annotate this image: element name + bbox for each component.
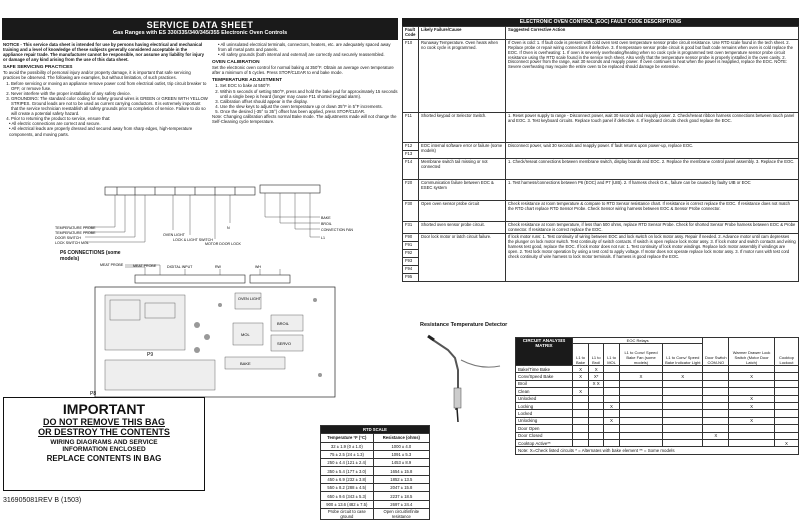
matrix-cell [619,402,662,409]
label-bake: BAKE [321,216,331,220]
label-convection: CONVECTION FAN [321,228,353,232]
matrix-cell [774,373,798,380]
box-broil: BROIL [277,321,290,326]
matrix-cell [774,388,798,395]
list-item: • All uninsulated electrical terminals, connectors, heaters, etc. are adequately spaced away from all metal parts and panels. [218,42,391,53]
table-row [516,425,799,432]
table-row [516,395,799,402]
rtd-heading: Resistance Temperature Detector [420,322,508,328]
matrix-cell: X [619,373,662,380]
table-row: F12 EOC internal software error or failure (some models) Disconnect power, wait 30 seconds and reapply power. If fault returns upon power-up, replace EOC. [403,142,799,150]
matrix-cell [604,366,620,373]
matrix-cell: X [589,366,604,373]
matrix-cell [703,388,729,395]
matrix-cell [573,417,589,424]
p6-connections-heading: P6 CONNECTIONS (some models) [60,250,121,262]
matrix-cell [729,425,775,432]
box-mol: MOL [241,332,250,337]
part-number: 316905081REV B (1503) [3,497,82,504]
matrix-cell [619,432,662,439]
matrix-col-7: Warmer Drawer Lock Switch (Motor Door Latch) [729,338,775,366]
label-meat-probe-2: MEAT PROBE [133,264,157,268]
matrix-cell: X [573,388,589,395]
matrix-cell [663,402,703,409]
matrix-cell [774,380,798,387]
page-title: SERVICE DATA SHEET [146,20,254,30]
matrix-cell [729,366,775,373]
fault-table-title: ELECTRONIC OVEN CONTROL (EOC) FAULT CODE DESCRIPTIONS [402,18,799,26]
top-connector [105,185,320,195]
title-banner [2,18,398,40]
safe-heading: SAFE SERVICING PRACTICES [3,65,73,71]
table-row: 900 ± 13.6 (482 ± 7.5) 2697 ± 24.4 [321,500,430,508]
label-oven-light: OVEN LIGHT [163,233,185,237]
matrix-cell [589,410,604,417]
matrix-cell [703,373,729,380]
matrix-cell [573,402,589,409]
matrix-col-5: L1 to Conv/ Speed Bake Indicator Light [663,344,703,366]
list-item: 3. Calibration offset should appear in the display. [220,99,398,104]
matrix-col-8: Cooktop Lockout [774,338,798,366]
matrix-cell [729,410,775,417]
important-box [3,397,205,491]
matrix-row-label: Locked [516,410,573,417]
wiring-diagram [55,175,355,400]
matrix-cell [703,366,729,373]
matrix-cell [573,410,589,417]
matrix-col-2: L1 to Broil [589,344,604,366]
matrix-cell: X [604,402,620,409]
matrix-cell: X* [589,373,604,380]
table-row: F92 [403,250,799,258]
table-row: F91 [403,242,799,250]
matrix-cell: X [663,373,703,380]
matrix-body [516,366,799,447]
matrix-cell [589,395,604,402]
matrix-row-label: Locking [516,402,573,409]
matrix-cell [703,380,729,387]
table-row [516,366,799,373]
important-line-1: DO NOT REMOVE THIS BAG [42,417,165,427]
adjustment-heading: TEMPERATURE ADJUSTMENT [212,78,283,84]
table-row: F94 [403,266,799,274]
matrix-cell [604,439,620,446]
table-row: 75 ± 2.5 (24 ± 1.3) 1091 ± 5.3 [321,450,430,458]
label-wh: WH [255,265,261,269]
table-row [516,439,799,446]
matrix-cell [604,410,620,417]
matrix-cell [604,380,620,387]
table-row: F11 Shorted keypad or Selector Switch. 1. Reset power supply to range - Disconnect power, wait 30 seconds and reapply power. 2. Check/reseat ribbon harness connections between touch panel and EOC. 3. Test keyboard circuits. Replace touch panel if defective. 4. If keyboard circuits check good replace the EOC. [403,112,799,142]
label-broil: BROIL [321,222,332,226]
list-item: • All electrical leads are properly dressed and secured away from sharp edges, high-temperature components, and moving parts. [9,126,193,137]
box-oven-light: OVEN LIGHT [238,297,261,301]
matrix-cell [604,425,620,432]
list-item: 2. Within 5 seconds of setting 550°F, press and hold the bake pad for approximately 15 seconds until a single beep is heard (longer may cause F11 shorted keypad alarm). [220,89,398,99]
list-item: 4. Use the slew keys to adjust the oven temperature up or down 35°F in 5°F increments. [220,104,398,109]
matrix-cell: X [604,417,620,424]
list-item: 5. Once the desired (-35° to 35°) offset has been applied, press STOP/CLEAR. [220,109,398,114]
matrix-cell [729,380,775,387]
matrix-cell [703,395,729,402]
label-n: N [227,226,230,230]
matrix-cell [703,402,729,409]
matrix-cell: X [729,402,775,409]
matrix-cell [619,439,662,446]
label-meat-probe: MEAT PROBE [100,263,124,267]
rtd-footer-row: Probe circuit to case ground Open circuit/infinite resistance [321,508,430,519]
matrix-cell [573,395,589,402]
table-row [516,402,799,409]
label-p8: P8 [90,391,97,397]
table-row [516,373,799,380]
label-door-switch: DOOR SWITCH [55,236,81,240]
matrix-cell: X X [589,380,604,387]
matrix-cell [589,388,604,395]
page-subtitle: Gas Ranges with ES 330/335/340/345/355 Electronic Oven Controls [112,30,288,36]
fault-table [402,26,799,282]
matrix-col-3: L1 to MOL [604,344,620,366]
matrix-cell [573,380,589,387]
list-item: 1. Set EOC to bake at 550°F. [220,83,398,88]
important-line-2: OR DESTROY THE CONTENTS [38,427,170,437]
table-row [516,410,799,417]
matrix-cell [703,410,729,417]
matrix-cell [589,425,604,432]
calibration-heading: OVEN CALIBRATION [212,60,260,66]
matrix-col-6: Door Switch COM-NO [703,338,729,366]
important-line-4: INFORMATION ENCLOSED [62,446,146,453]
table-row: F10 Runaway Temperature. Oven heats when no cook cycle is programmed. If Oven is cold: 1. If fault code is present with cold oven test oven temperature sensor probe circuit resistance. Use RTD scale found in the tech sheet. 2. Replace probe or repair wiring connections if defective. 3. If temperature sensor probe circuit is good but fault code remains when oven is cold replace the EOC. If Oven is overheating: 1. If oven is severely overheating/heating when no cook cycle is programmed test oven temperature sensor probe circuit resistance using the RTD scale found in the service tech sheet. Also verify that the temperature sensor probe is properly installed in the oven cavity. 2. Disconnect power from the range, wait 30 seconds and reapply power. If oven continues to heat when the power is reapplied, replace the EOC. NOTE: Severe overheating may require the entire oven to be replaced should damage be extensive. [403,39,799,112]
matrix-col-4: L1 to Conv/ Speed Bake Fan (some models) [619,344,662,366]
fault-header-code: Fault Code [403,27,419,40]
table-row [516,432,799,439]
rtd-table [320,425,430,520]
table-row: F14 Membrane switch tail missing or not connected 1. Check/reseat connections between membrane switch, display boards and EOC. 2. Replace the membrane control panel assembly. 3. Replace the EOC. [403,158,799,179]
calibration-text: Set the electronic oven control for normal baking at 350°F. Obtain an average oven temperature after a minimum of 5 cycles. Press STOP/CLEAR to end bake mode. [212,65,394,76]
matrix-cell [663,395,703,402]
matrix-cell [663,425,703,432]
important-title: IMPORTANT [62,401,146,417]
matrix-cell [729,388,775,395]
important-line-5: REPLACE CONTENTS IN BAG [46,454,162,463]
table-row: 650 ± 9.6 (343 ± 5.3) 2237 ± 18.5 [321,492,430,500]
matrix-cell [619,410,662,417]
table-row [516,417,799,424]
matrix-row-label: Bake/Time Bake [516,366,573,373]
matrix-cell [729,439,775,446]
box-bake: BAKE [240,361,251,366]
important-line-3: WIRING DIAGRAMS AND SERVICE [50,439,158,446]
matrix-cell [774,425,798,432]
matrix-cell [774,395,798,402]
matrix-cell [703,417,729,424]
safe-bullets [3,121,208,136]
adjustment-list [212,83,398,114]
matrix-cell [774,432,798,439]
matrix-cell [604,388,620,395]
matrix-cell [619,417,662,424]
label-motor-door: MOTOR DOOR LOCK [205,242,241,246]
matrix-cell [729,432,775,439]
table-row [516,388,799,395]
table-row: F30 Open oven sensor probe circuit Check resistance at room temperature & compare to RTD Sensor resistance chart. If resistance is correct replace the EOC. If resistance does not match the RTD chart replace RTD Sensor Probe. Check Sensor wiring harness between EOC & Sensor Probe connector. [403,200,799,221]
list-item: 4. Prior to returning the product to service, ensure that: [11,116,208,121]
matrix-row-label: Door Open [516,425,573,432]
matrix-row-label: Clean [516,388,573,395]
circuit-matrix [515,337,799,455]
table-row: 32 ± 1.9 (0 ± 1.0) 1000 ± 4.0 [321,442,430,450]
table-row [516,380,799,387]
table-row: F90 Door lock motor or latch circuit failure. If lock motor runs: 1. Test continuity of wiring between EOC and lock switch on lock motor assy. Repair if needed. 2. Advance motor until cam depresses the plunger on lock motor switch. Test continuity of switch contacts. If switch is open replace lock motor assy. 3. If lock motor and switch contacts and wiring harness test good, replace the EOC. If lock motor does not run: 1. Test continuity of lock motor windings. Replace lock motor assembly if windings are open. 2. Test lock motor operation by using a test cord to apply voltage. If motor does not operate replace lock motor assy. 3. If motor runs with test cord check continuity of wire harness to lock motor terminals. If harness is good replace the EOC. [403,234,799,242]
label-lock-light: LOCK & LIGHT SWITCH [173,238,213,242]
left-column-2 [212,42,398,124]
matrix-cell [619,388,662,395]
list-item: • All electric connections are correct and secure. [9,121,101,127]
list-item: • All safety grounds (both internal and external) are correctly and securely reassembled. [218,52,385,58]
matrix-row-label: Conv/Speed Bake [516,373,573,380]
label-l1: L1 [321,236,325,240]
matrix-cell [589,439,604,446]
table-row: F20 Communication failure between EOC & ESEC system 1. Test harness/connections between P6 (EOC) and P7 (UIB). 2. If harness check O.K., failure can be caused by faulty UIB or EOC [403,179,799,200]
notice-text: NOTICE - This service data sheet is intended for use by persons having electrical and mechanical training and a level of knowledge of these subjects generally considered acceptable in the appliance repair trade. The manufacturer cannot be responsible, nor assume any liability for injury or damage of any kind arising from the use of this data sheet. [3,42,205,63]
list-item: 2. Never interfere with the proper installation of any safety device. [11,91,208,96]
matrix-row-label: Door Closed [516,432,573,439]
matrix-row-label: Cooktop Active** [516,439,573,446]
list-item: 3. GROUNDING: The standard color coding for safety ground wires is GREEN or GREEN WITH YELLOW STRIPES. Ground leads are not to be used as current carrying conductors. It is extremely important that the service technician reestablish all safety grounds prior to completion of service. Failure to do so will create a potential safety hazard. [11,96,208,116]
matrix-cell [589,402,604,409]
label-lock-switch: LOCK SWITCH MOL [55,241,89,245]
table-row: 450 ± 6.9 (232 ± 3.8) 1852 ± 13.5 [321,475,430,483]
matrix-cell [774,366,798,373]
matrix-cell [589,417,604,424]
table-row: F95 [403,273,799,281]
matrix-cell [663,380,703,387]
matrix-cell [774,410,798,417]
matrix-cell: X [729,373,775,380]
rtd-scale-title: RTD SCALE [321,426,430,434]
table-row: 250 ± 4.4 (121 ± 2.4) 1453 ± 8.9 [321,459,430,467]
matrix-cell [663,417,703,424]
matrix-cell: X [729,395,775,402]
matrix-title: CIRCUIT ANALYSIS MATRIX [516,338,573,366]
label-temp-probe: TEMPERATURE PROBE [55,226,96,230]
matrix-note-row [516,447,799,454]
matrix-col-1: L1 to Bake [573,344,589,366]
safe-intro: To avoid the possibility of personal injury and/or property damage, it is important that safe servicing practices be observed. The following are examples, but without limitation, of such practices. [3,70,191,81]
label-rw: RW [215,265,221,269]
rtd-probe-illustration [420,330,520,425]
matrix-cell [619,380,662,387]
fault-header-row [403,27,799,40]
matrix-cell [703,425,729,432]
box-serv: SERVO [277,341,291,346]
label-temp-probe-2: TEMPERATURE PROBE [55,231,96,235]
matrix-cell [604,395,620,402]
col2-bullets [212,42,398,57]
matrix-cell [619,366,662,373]
matrix-cell [774,402,798,409]
matrix-cell: X [573,366,589,373]
rtd-title-row [321,426,430,434]
matrix-cell [663,410,703,417]
matrix-cell [573,425,589,432]
matrix-row-label: Unlocking [516,417,573,424]
table-row: F13 [403,150,799,158]
matrix-relays-title: EOC Relays [573,338,703,344]
matrix-cell [774,417,798,424]
adjustment-note: Note: Changing calibration affects normal Bake mode. The adjustments made will not change the Self-Cleaning cycle temperature. [212,114,397,125]
matrix-cell: X [774,439,798,446]
table-row: 550 ± 8.2 (288 ± 4.5) 2047 ± 15.8 [321,484,430,492]
matrix-row-label: Unlocked [516,395,573,402]
matrix-cell: X [729,417,775,424]
matrix-cell [604,373,620,380]
matrix-cell: X [703,432,729,439]
table-row: F93 [403,258,799,266]
left-column-1 [3,42,208,137]
rtd-header-row: Temperature °F (°C) Resistance (ohms) [321,434,430,442]
matrix-row-label: Broil [516,380,573,387]
matrix-cell [663,388,703,395]
matrix-cell [619,425,662,432]
fault-header-cause: Likely Failure/Cause [419,27,506,40]
matrix-cell [703,439,729,446]
matrix-cell [604,432,620,439]
matrix-cell: X [573,373,589,380]
list-item: 1. Before servicing or moving an appliance remove power cord from electrical outlet, trip circuit breaker to OFF, or remove fuse. [11,81,208,91]
label-digital-input: DIGITAL INPUT [167,265,193,269]
matrix-cell [573,439,589,446]
matrix-cell [663,439,703,446]
table-row: F31 Shorted oven sensor probe circuit. Check resistance at room temperature, if less than 500 ohms, replace RTD Sensor Probe. Check for shorted Sensor Probe harness between EOC & Probe connector. If resistance is correct replace the EOC. [403,221,799,234]
table-row: 350 ± 5.4 (177 ± 3.0) 1654 ± 15.8 [321,467,430,475]
matrix-cell [663,366,703,373]
matrix-cell [619,395,662,402]
matrix-note: Note: X=Check listed circuits * = Alternates with bake element ** = Some models [516,447,799,454]
matrix-cell [589,432,604,439]
matrix-cell [573,432,589,439]
fault-header-action: Suggested Corrective Action [506,27,799,40]
matrix-cell [663,432,703,439]
label-p9: P9 [147,352,154,358]
safe-list [3,81,208,122]
